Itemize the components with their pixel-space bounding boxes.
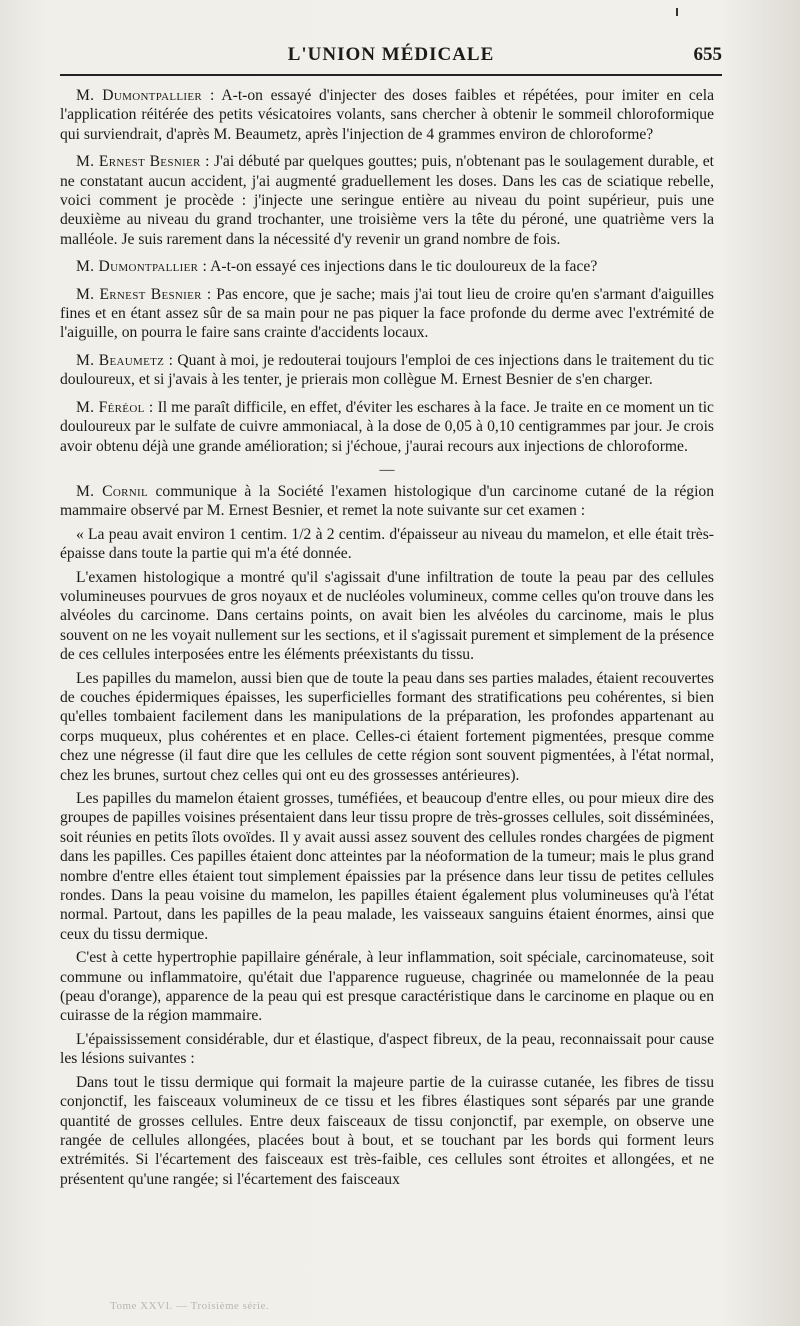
article-body [60,86,714,1193]
paragraph-fereol [60,398,714,456]
paragraph-text: J'ai débuté par quelques gouttes; puis, n'obtenant pas le soulagement durable, et ne constatant aucun accident, j'ai augmenté graduellement les doses. Dans les cas de sciatique rebelle, voici comment je procède : j'injecte une seringue entière au niveau du point supérieur, puis une deuxième au niveau du grand trochanter, une troisième vers la tête du péroné, une quatrième vers la malléole. Je suis rarement dans la nécessité d'y revenir un grand nombre de fois. [60,153,714,248]
print-mark [676,8,678,16]
speaker-name: M. Cornil [76,482,148,500]
report-paragraph: Les papilles du mamelon, aussi bien que de toute la peau dans ses parties malades, étaient recouvertes de couches épidermiques épaisses, les superficielles formant des stratifications peu cohérentes, si bien qu'elles tombaient facilement dans les manipulations de la préparation, les profondes appartenant au corps muqueux, plus cohérentes et en place. Celles-ci étaient fortement pigmentées, presque comme chez une négresse (il faut dire que les cellules de cette région sont souvent pigmentées, à l'état normal, chez les brunes, surtout chez celles qui ont eu des grossesses antérieures). [60,669,714,784]
report-paragraph: Dans tout le tissu dermique qui formait la majeure partie de la cuirasse cutanée, les fibres de tissu conjonctif, les faisceaux volumineux de ce tissu et les fibres élastiques sont séparés par une grande quantité de grosses cellules. Entre deux faisceaux de tissu conjonctif, par exemple, on observe une rangée de cellules allongées, placées bout à bout, et se touchant par les bords qui forment leurs extrémités. Si l'écartement des faisceaux est très-faible, ces cellules sont étroites et allongées, et ne présentent qu'une rangée; si l'écartement des faisceaux [60,1073,714,1188]
section-separator: — [379,461,395,478]
paragraph-cornil-intro [60,482,714,521]
report-paragraph: « La peau avait environ 1 centim. 1/2 à 2 centim. d'épaisseur au niveau du mamelon, et elle était très-épaisse dans toute la partie qui m'a été donnée. [60,525,714,563]
page-number: 655 [693,44,722,65]
paragraph-text: Pas encore, que je sache; mais j'ai tout lieu de croire qu'en s'armant d'aiguilles fines et en étant assez sûr de sa main pour ne pas piquer la face profonde du derme avec l'extrémité de l'aiguille, on pourra le faire sans crainte d'accidents locaux. [60,285,714,342]
paragraph-dumontpallier-2 [60,257,714,276]
speaker-name: M. Dumontpallier : [76,87,215,104]
paragraph-dumontpallier-1 [60,86,714,144]
speaker-name: M. Ernest Besnier : [76,153,210,171]
paragraph-text: Il me paraît difficile, en effet, d'éviter les eschares à la face. Je traite en ce moment un tic douloureux par le sulfate de cuivre ammoniacal, à la dose de 0,05 à 0,10 centigrammes par jour. Je crois avoir obtenu déjà une grande amélioration; si j'échoue, j'aurai recours aux injections de chloroforme. [60,398,714,455]
paragraph-text: Quant à moi, je redouterai toujours l'emploi de ces injections dans le traitement du tic douloureux, et si j'avais à les tenter, je prierais mon collègue M. Ernest Besnier de s'en charger. [60,351,714,389]
report-paragraph: Les papilles du mamelon étaient grosses, tuméfiées, et beaucoup d'entre elles, ou pour mieux dire des groupes de papilles voisines présentaient dans leur tissu propre de très-grosses cellules, soit disséminées, soit réunies en petits îlots ovoïdes. Il y avait aussi assez souvent des cellules rondes chargées de pigment dans les papilles. Ces papilles étaient donc atteintes par la néoformation de la tumeur; mais le plus grand nombre d'entre elles étaient tout simplement épaissies par la présence dans leur tissu de petites cellules rondes. Dans la peau voisine du mamelon, les papilles étaient également plus volumineuses qu'à l'état normal. Partout, dans les papilles de la peau malade, les vaisseaux sanguins étaient énormes, ainsi que ceux du tissu dermique. [60,790,714,943]
speaker-name: M. Féréol : [76,398,154,416]
paragraph-besnier-2 [60,285,714,343]
paragraph-text: A-t-on essayé d'injecter des doses faibles et répétées, pour imiter en cela l'application réitérée des petits vésicatoires volants, sans chercher à obtenir le sommeil chloroformique qui surviendrait, d'après M. Beaumetz, après l'injection de 4 grammes environ de chloroforme? [60,87,714,143]
report-paragraph: L'épaississement considérable, dur et élastique, d'aspect fibreux, de la peau, reconnaissait pour cause les lésions suivantes : [60,1030,714,1068]
page-header [60,38,722,78]
speaker-name: M. Beaumetz : [76,351,174,369]
speaker-name: M. Dumontpallier : [76,258,208,276]
paragraph-besnier-1 [60,152,714,249]
paragraph-beaumetz [60,351,714,390]
journal-title: L'UNION MÉDICALE [287,44,495,65]
page-footer: Tome XXVI. — Troisième série. [110,1300,270,1312]
header-rule [60,74,722,76]
paragraph-text: A-t-on essayé ces injections dans le tic douloureux de la face? [207,258,598,276]
paragraph-text: communique à la Société l'examen histologique d'un carcinome cutané de la région mammaire observé par M. Ernest Besnier, et remet la note suivante sur cet examen : [60,482,714,520]
report-paragraph: C'est à cette hypertrophie papillaire générale, à leur inflammation, soit spéciale, carcinomateuse, soit commune ou inflammatoire, qu'était due l'apparence rugueuse, chagrinée ou mamelonnée de la peau (peau d'orange), apparence de la peau qui est presque caractéristique dans le carcinome en plaque ou en cuirasse de la région mammaire. [60,949,714,1025]
speaker-name: M. Ernest Besnier : [76,285,212,303]
report-paragraph: L'examen histologique a montré qu'il s'agissait d'une infiltration de toute la peau par des cellules volumineuses pourvues de gros noyaux et de nucléoles volumineux, comme celles qu'on trouve dans les alvéoles du carcinome. Dans certains points, on avait bien les alvéoles du carcinome, mais le plus souvent on ne les voyait nullement sur les sections, et il s'agissait purement et simplement de la présence de ces cellules interposées entre les éléments préexistants du tissu. [60,568,714,664]
